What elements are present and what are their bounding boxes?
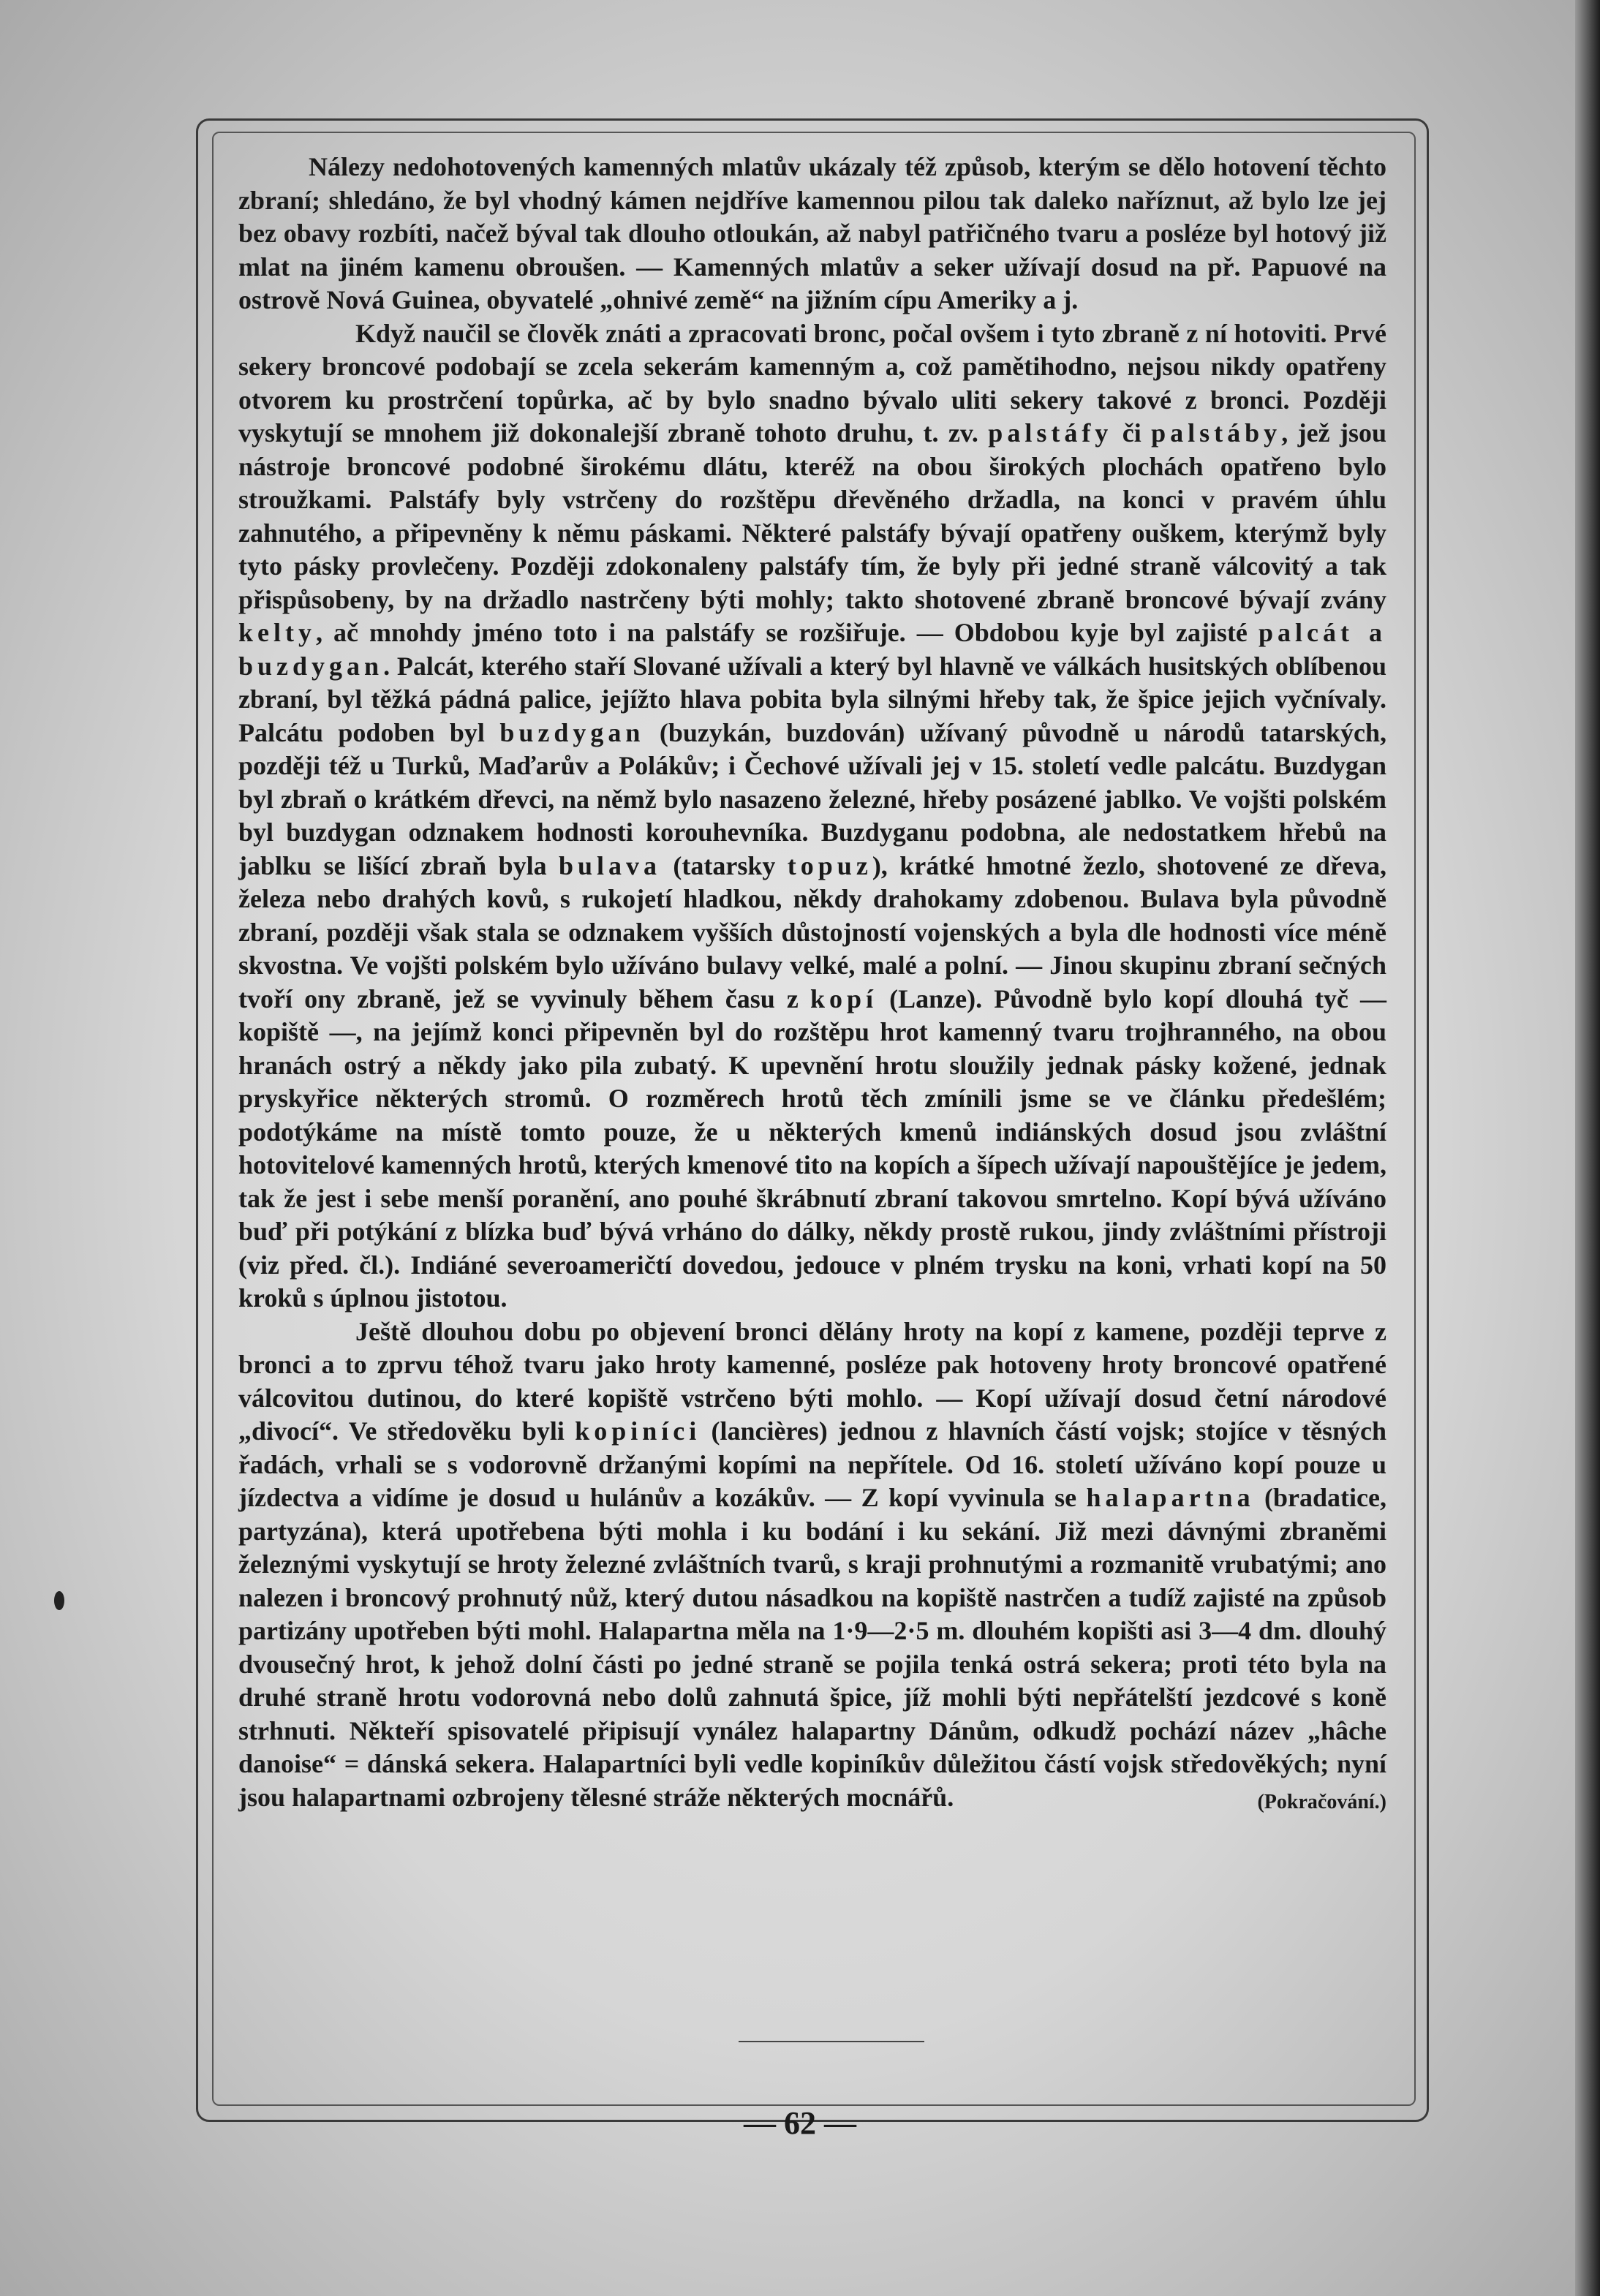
p3-text-c: (bradatice, partyzána), která upotřebena býti mohla i ku bodání i ku sekání. Již mezi dávnými zbraněmi železnými vyskytují se hroty železné zvláštních tvarů, s kraji prohnutými a rozmanitě vrubatými; ano nalezen i broncový prohnutý nůž, který dutou násadkou na kopiště nastrčen a tudíž zajisté na způsob partizány upotřeben býti mohl. Halapartna měla na 1·9—2·5 m. dlouhém kopišti asi 3—4 dm. dlouhý dvousečný hrot, k jehož dolní části po jedné straně se pojila tenká ostrá sekera; proti této byla na druhé straně hrotu vodorovná nebo dolů zahnutá špice, jíž mohli býti nepřátelští jezdcové s koně strhnuti. Někteří spisovatelé připisují vynález halapartny Dánům, odkudž pochází název „hâche danoise“ = dánská sekera. Halapartníci byli vedle kopiníkův důležitou částí vojsk středověkých; nyní jsou halapartnami ozbrojeny tělesné stráže některých mocnářů. bbox=[238, 1483, 1386, 1812]
p2-text-d: , ač mnohdy jméno toto i na palstáfy se rozšiřuje. — Obdobou kyje byl zajisté bbox=[316, 618, 1259, 647]
term-bulava: bulava bbox=[559, 850, 662, 880]
term-palstafy: palstáfy bbox=[988, 418, 1113, 448]
paragraph-1-text: Nálezy nedohotovených kamenných mlatův ukázaly též způsob, kterým se dělo hotovení těchto zbraní; shledáno, že byl vhodný kámen nejdříve kamennou pilou tak daleko naříznut, až bylo lze jej bez obavy rozbíti, načež býval tak dlouho otloukán, až nabyl patřičného tvaru a posléze byl hotový již mlat na jiném kamenu obroušen. — Kamenných mlatův a seker užívají dosud na př. Papuové na ostrově Nová Guinea, obyvatelé „ohnivé země“ na jižním cípu Ameriky a j. bbox=[238, 152, 1386, 314]
paragraph-2 bbox=[238, 317, 1386, 1315]
p3-text-a: Ještě dlouhou dobu po objevení bronci dělány hroty na kopí z kamene, později teprve z bronci a to zprvu téhož tvaru jako hroty kamenné, posléze pak hotoveny hroty broncové opatřené válcovitou dutinou, do které kopiště vstrčeno býti mohlo. — Kopí užívají dosud četní národové „divocí“. Ve středověku byli bbox=[238, 1316, 1386, 1446]
term-kelty: kelty bbox=[238, 618, 316, 647]
paragraph-1 bbox=[238, 151, 1386, 317]
book-edge bbox=[1575, 0, 1600, 2296]
term-buzdygan: buzdygan bbox=[499, 717, 645, 747]
term-halapartna: halapartna bbox=[1086, 1483, 1255, 1512]
p2-text-b: či bbox=[1112, 418, 1152, 448]
article-body bbox=[238, 151, 1386, 1819]
p3-text-b: (lancières) jednou z hlavních částí vojsk; stojíce v těsných řadách, vrhali se s vodorovně držanými kopími na nepřítele. Od 16. století užíváno kopí pouze u jízdectva a vidíme je dosud u hulánův a kozákův. — Z kopí vyvinula se bbox=[238, 1416, 1386, 1512]
p2-text-i: (Lanze). Původně bylo kopí dlouhá tyč — kopiště —, na jejímž konci připevněn byl do rozštěpu hrot kamenný tvaru trojhranného, na obou hranách ostrý a někdy jako pila zubatý. K upevnění hrotu sloužily jednak pásky kožené, jednak pryskyřice některých stromů. O rozměrech hrotů těch zmínili jsme se ve článku předešlém; podotýkáme na místě tomto pouze, že u některých kmenů indiánských dosud jsou zvláštní hotovitelové kamenných hrotů, kterých kmenové tito na kopích a šípech užívají napouštějíce je jedem, tak že jest i sebe menší poranění, ano pouhé škrábnutí zbraní takovou smrtelno. Kopí bývá užíváno buď při potýkání z blízka buď bývá vrháno do dálky, někdy prostě rukou, jindy zvláštními přístroji (viz před. čl.). Indiáné severoameričtí dovedou, jedouce v plném trysku na koni, vrhati kopí na 50 kroků s úplnou jistotou. bbox=[238, 983, 1386, 1313]
term-topuz: topuz bbox=[787, 850, 872, 880]
term-palstaby: palstáby bbox=[1151, 418, 1282, 448]
p2-text-a: Když naučil se člověk znáti a zpracovati bronc, počal ovšem i tyto zbraně z ní hotoviti. Prvé sekery broncové podobají se zcela sekerám kamenným a, což pamětihodno, nejsou nikdy opatřeny otvorem ku prostrčení topůrka, ač by bylo snadno bývalo uliti sekery takové z bronci. Později vyskytují se mnohem již dokonalejší zbraně tohoto druhu, t. zv. bbox=[238, 318, 1386, 448]
p2-text-h: ), krátké hmotné žezlo, shotovené ze dřeva, železa nebo drahých kovů, s rukojetí hladkou, někdy drahokamy zdobenou. Bulava byla původně zbraní, později však stala se odznakem vyšších důstojností vojenských a byla dle hodnosti více méně skvostna. Ve vojšti polském bylo užíváno bulavy velké, malé a polní. — Jinou skupinu zbraní sečných tvoří ony zbraně, jež se vyvinuly během času z bbox=[238, 850, 1386, 1013]
p2-text-e: . Palcát, kterého staří Slované užívali a který byl hlavně ve válkách husitských oblíbenou zbraní, byl těžká pádná palice, jejížto hlava pobita byla silnými hřeby tak, že špice jejich vyčnívaly. Palcátu podoben byl bbox=[238, 651, 1386, 747]
ink-spot bbox=[54, 1591, 64, 1610]
term-kopi: kopí bbox=[810, 983, 878, 1013]
continued-note: (Pokračování.) bbox=[1257, 1790, 1386, 1813]
term-palcat-buzdygan: palcát a buzdygan bbox=[238, 618, 1386, 681]
end-rule bbox=[739, 2041, 924, 2042]
term-kopinici: kopiníci bbox=[575, 1416, 701, 1446]
p2-text-g: (tatarsky bbox=[661, 850, 788, 880]
paragraph-3 bbox=[238, 1315, 1386, 1815]
p2-text-c: , jež jsou nástroje broncové podobné širokému dlátu, kteréž na obou širokých plochách opatřeno bylo stroužkami. Palstáfy byly vstrčeny do rozštěpu dřevěného držadla, na konci v pravém úhlu zahnutého, a připevněny k němu páskami. Některé palstáfy bývají opatřeny ouškem, kterýmž byly tyto pásky provlečeny. Později zdokonaleny palstáfy tím, že byly při jedné straně válcovitý a tak přispůsobeny, by na držadlo nastrčeny býti mohly; takto shotovené zbraně broncové bývají zvány bbox=[238, 418, 1386, 614]
page-number: — 62 — bbox=[744, 2105, 856, 2141]
p2-text-f: (buzykán, buzdován) užívaný původně u národů tatarských, později též u Turků, Maďarův a Polákův; i Čechové užívali jej v 15. století vedle palcátu. Buzdygan byl zbraň o krátkém dřevci, na němž bylo nasazeno železné, hřeby posázené jablko. Ve vojšti polském byl buzdygan odznakem hodnosti korouhevníka. Buzdyganu podobna, ale nedostatkem hřebů na jablku se lišící zbraň byla bbox=[238, 717, 1386, 880]
